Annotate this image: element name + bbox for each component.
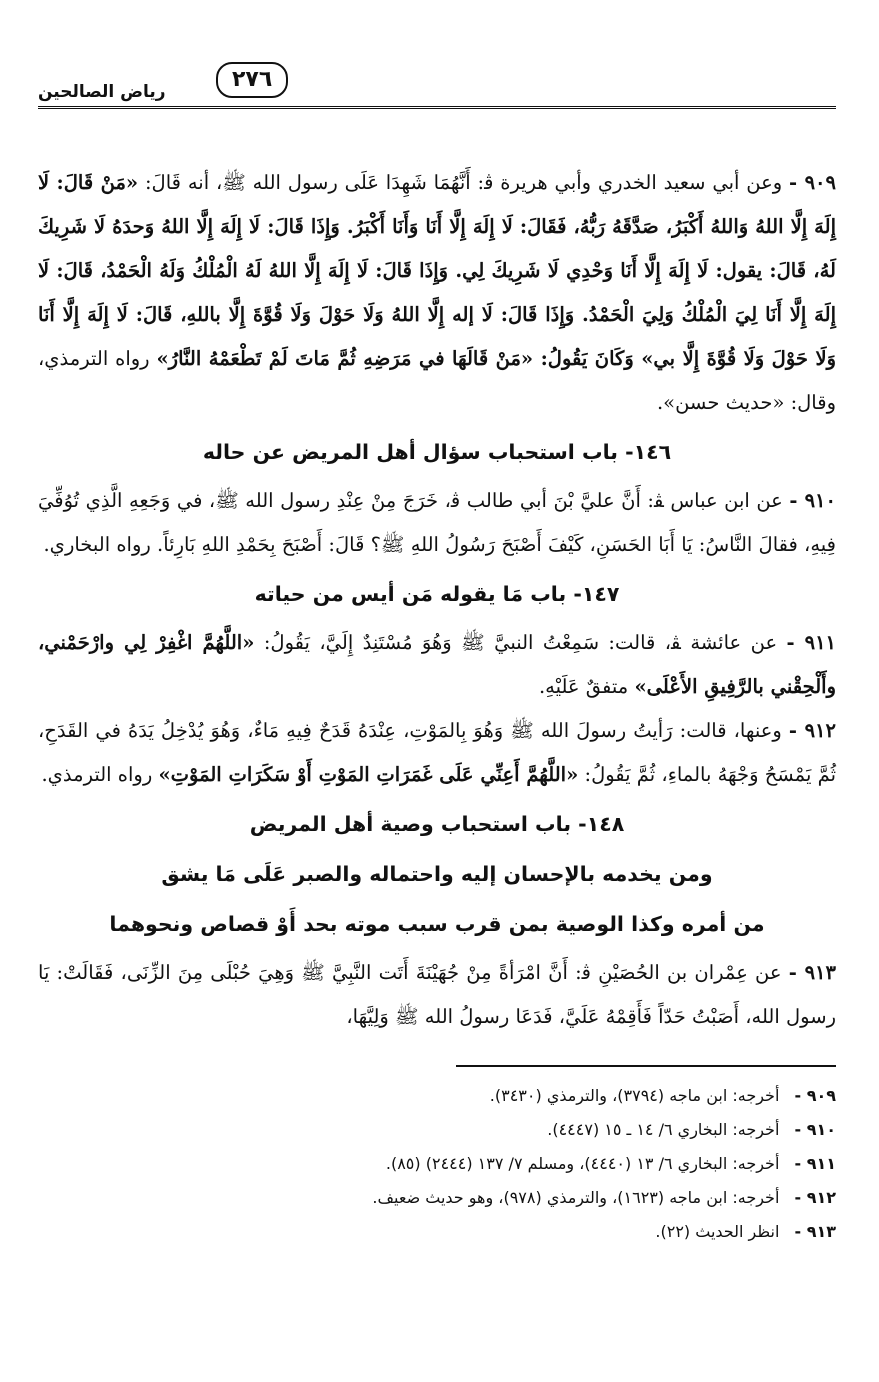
footnote-text: انظر الحديث (٢٢). — [655, 1222, 780, 1241]
document-page — [38, 60, 836, 1360]
footnote-912 — [38, 1181, 836, 1215]
hadith-number: ٩١٣ - — [788, 961, 836, 984]
footnote-number: ٩١٢ - — [794, 1188, 836, 1207]
main-text — [38, 161, 836, 1039]
footnote-number: ٩١٣ - — [794, 1222, 836, 1241]
hadith-quote: «اللَّهُمَّ اغْفِرْ لِي وارْحَمْني، وأَلْحِقْني بالرَّفِيقِ الأَعْلَى» — [38, 631, 836, 698]
chapter-heading-146: ١٤٦- باب استحباب سؤال أهل المريض عن حاله — [202, 440, 672, 464]
footnote-911 — [38, 1147, 836, 1181]
footnote-text: أخرجه: ابن ماجه (١٦٢٣)، والترمذي (٩٧٨)، وهو حديث ضعيف. — [372, 1188, 780, 1207]
footnote-913 — [38, 1215, 836, 1249]
hadith-number: ٩٠٩ - — [789, 171, 836, 194]
hadith-source: متفقٌ عَلَيْهِ. — [538, 675, 629, 698]
footnotes — [38, 1079, 836, 1249]
footnote-number: ٩٠٩ - — [794, 1086, 836, 1105]
chapter-heading-148-line1: ١٤٨- باب استحباب وصية أهل المريض — [249, 812, 625, 836]
hadith-text: عن عِمْران بن الحُصَيْنِ ﭬ: أَنَّ امْرَأةً مِنْ جُهَيْنَةَ أَتَت النَّبِيَّ ﷺ وَهِيَ حُبْلَى مِنَ الزِّنَى، فَقَالَتْ: يَا رسول الله، أَصَبْتُ حَدّاً فَأَقِمْهُ عَلَيَّ، فَدَعَا رسولُ الله ﷺ وَلِيَّهَا، — [38, 961, 836, 1028]
hadith-text: وعنها، قالت: رَأيتُ رسولَ الله ﷺ وَهُوَ بِالمَوْتِ، عِنْدَهُ قَدَحٌ فِيهِ مَاءٌ، وَهُوَ يُدْخِلُ يَدَهُ في القَدَحِ، ثُمَّ يَمْسَحُ وَجْهَهُ بالماءِ، ثُمَّ يَقُولُ: — [38, 719, 836, 786]
footnote-text: أخرجه: ابن ماجه (٣٧٩٤)، والترمذي (٣٤٣٠). — [489, 1086, 780, 1105]
book-title: رياض الصالحين — [38, 82, 166, 102]
hadith-source: رواه الترمذي، وقال: «حديث حسن». — [38, 347, 836, 414]
footnote-number: ٩١٠ - — [794, 1120, 836, 1139]
chapter-heading-148-line2: ومن يخدمه بالإحسان إليه واحتماله والصبر عَلَى مَا يشق — [161, 862, 713, 886]
hadith-number: ٩١٢ - — [788, 719, 836, 742]
hadith-number: ٩١٠ - — [789, 489, 836, 512]
chapter-heading-148-line3: من أمره وكذا الوصية بمن قرب سبب موته بحد أَوْ قصاص ونحوهما — [109, 912, 765, 936]
hadith-909 — [38, 161, 836, 425]
page-header — [38, 60, 836, 109]
hadith-source: رواه الترمذي. — [41, 763, 153, 786]
hadith-quote: «اللَّهُمَّ أَعِنِّي عَلَى غَمَرَاتِ المَوْتِ أَوْ سَكَرَاتِ المَوْتِ» — [158, 763, 579, 786]
footnote-910 — [38, 1113, 836, 1147]
hadith-910 — [38, 479, 836, 567]
page-number: ٢٧٦ — [216, 62, 288, 98]
hadith-text: وعن أبي سعيد الخدري وأبي هريرة ﭬ: أَنَّهُمَا شَهِدَا عَلَى رسول الله ﷺ، أنه قَالَ: — [144, 171, 783, 194]
footnote-909 — [38, 1079, 836, 1113]
hadith-quote: «مَنْ قَالَ: لَا إِلَهَ إِلَّا اللهُ وَاللهُ أَكْبَرُ، صَدَّقَهُ رَبُّهُ، فَقَالَ: لَا إِلَهَ إِلَّا أَنَا وَأَنَا أَكْبَرُ. وَإِذَا قَالَ: لَا إِلَهَ إِلَّا اللهُ وَحدَهُ لَا شَرِيكَ لَهُ، قَالَ: يقول: لَا إِلَهَ إِلَّا أَنَا وَحْدِي لَا شَرِيكَ لِي. وَإِذَا قَالَ: لَا إِلَهَ إِلَّا اللهُ لَهُ الْمُلْكُ وَلَهُ الْحَمْدُ، قَالَ: لَا إِلَهَ إِلَّا أَنَا لِيَ الْمُلْكُ وَلِيَ الْحَمْدُ. وَإِذَا قَالَ: لَا إله إِلَّا اللهُ وَلَا حَوْلَ وَلَا قُوَّةَ إِلَّا باللهِ، قَالَ: لَا إِلَهَ إِلَّا أَنَا وَلَا حَوْلَ وَلَا قُوَّةَ إِلَّا بي» وَكَانَ يَقُولُ: «مَنْ قَالَهَا في مَرَضِهِ ثُمَّ مَاتَ لَمْ تَطْعَمْهُ النَّارُ» — [38, 171, 836, 370]
hadith-911 — [38, 621, 836, 709]
hadith-text: عن عائشة ﭭ، قالت: سَمِعْتُ النبيَّ ﷺ وَهُوَ مُسْتَنِدٌ إِلَيَّ، يَقُولُ: — [263, 631, 778, 654]
footnote-text: أخرجه: البخاري ٦/ ١٤ ـ ١٥ (٤٤٤٧). — [547, 1120, 780, 1139]
hadith-text: عن ابن عباس ﭭ: أَنَّ عليَّ بْنَ أبي طالب ﭬ، خَرَجَ مِنْ عِنْدِ رسول الله ﷺ، في وَجَعِهِ الَّذِي تُوُفِّيَ فِيهِ، فقالَ النَّاسُ: يَا أَبَا الحَسَنِ، كَيْفَ أَصْبَحَ رَسُولُ اللهِ ﷺ؟ قَالَ: أَصْبَحَ بِحَمْدِ اللهِ بَارِئاً. رواه البخاري. — [38, 489, 836, 556]
chapter-heading-147: ١٤٧- باب مَا يقوله مَن أيس من حياته — [254, 582, 620, 606]
footnote-divider — [456, 1065, 836, 1067]
footnote-number: ٩١١ - — [794, 1154, 836, 1173]
footnote-text: أخرجه: البخاري ٦/ ١٣ (٤٤٤٠)، ومسلم ٧/ ١٣٧ (٢٤٤٤) (٨٥). — [385, 1154, 780, 1173]
hadith-912 — [38, 709, 836, 797]
hadith-913 — [38, 951, 836, 1039]
hadith-number: ٩١١ - — [786, 631, 837, 654]
